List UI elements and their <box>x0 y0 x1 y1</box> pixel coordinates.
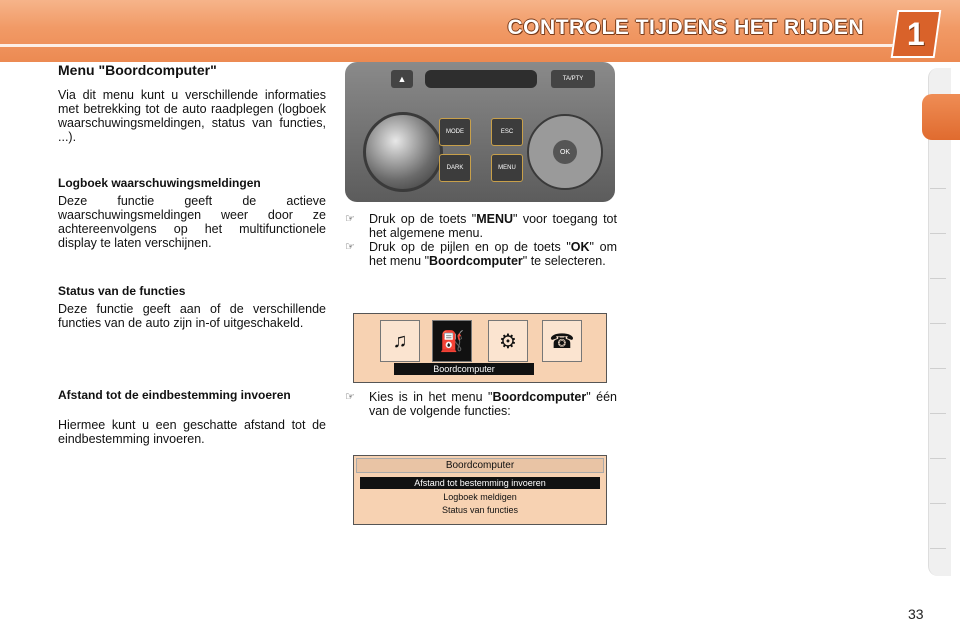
tab-divider <box>930 323 946 324</box>
tab-divider <box>930 548 946 549</box>
instruction-3-text: Kies is in het menu "Boordcomputer" één van de volgende functies: <box>369 390 617 418</box>
display-trip-computer-menu <box>353 455 607 525</box>
tab-divider <box>930 278 946 279</box>
menu-title: Boordcomputer <box>356 458 604 473</box>
pointing-hand-icon: ☞ <box>345 241 355 253</box>
direction-pad <box>527 114 603 190</box>
heading-logbook: Logboek waarschuwingsmeldingen <box>58 176 261 190</box>
instruction-2 <box>345 240 617 268</box>
text-logbook: Deze functie geeft de actieve waarschuwingsmeldingen weer door ze achtereenvolgens op het multifunctionele display te laten verschijnen. <box>58 194 326 250</box>
tab-divider <box>930 503 946 504</box>
display-main-menu <box>353 313 607 383</box>
tab-divider <box>930 458 946 459</box>
selected-menu-label: Boordcomputer <box>394 363 534 375</box>
chapter-tabs <box>928 68 951 576</box>
heading-status: Status van de functies <box>58 284 186 298</box>
instruction-3 <box>345 390 617 418</box>
active-chapter-tab[interactable] <box>922 94 960 140</box>
ok-button: OK <box>553 140 577 164</box>
volume-knob <box>363 112 443 192</box>
section-title: Menu "Boordcomputer" <box>58 62 217 78</box>
settings-icon: ⚙ <box>488 320 528 362</box>
header-line <box>0 44 900 47</box>
dark-button: DARK <box>439 154 471 182</box>
chapter-badge <box>891 10 942 58</box>
menu-item-logbook: Logboek meldigen <box>443 492 517 502</box>
phone-icon: ☎ <box>542 320 582 362</box>
page-header <box>0 0 960 62</box>
menu-item-distance: Afstand tot bestemming invoeren <box>360 477 600 489</box>
intro-text: Via dit menu kunt u verschillende informaties met betrekking tot de auto raadplegen (logboek waarschuwingsmeldingen, status van functies, ...). <box>58 88 326 144</box>
instruction-1 <box>345 212 617 240</box>
tab-divider <box>930 368 946 369</box>
radio-icon: ♫ <box>380 320 420 362</box>
page-number: 33 <box>908 606 924 622</box>
esc-button: ESC <box>491 118 523 146</box>
heading-distance: Afstand tot de eindbestemming invoeren <box>58 388 291 402</box>
header-title: CONTROLE TIJDENS HET RIJDEN <box>507 16 864 39</box>
tab-divider <box>930 233 946 234</box>
mode-button: MODE <box>439 118 471 146</box>
tab-divider <box>930 188 946 189</box>
text-status: Deze functie geeft aan of de verschillende functies van de auto zijn in-of uitgeschakeld. <box>58 302 326 330</box>
tab-divider <box>930 413 946 414</box>
chapter-number: 1 <box>907 15 925 52</box>
text-distance: Hiermee kunt u een geschatte afstand tot de eindbestemming invoeren. <box>58 418 326 446</box>
instruction-1-text: Druk op de toets "MENU" voor toegang tot het algemene menu. <box>369 212 617 240</box>
trip-computer-icon: ⛽ <box>432 320 472 362</box>
menu-item-status: Status van functies <box>441 505 519 515</box>
eject-button: ▲ <box>391 70 413 88</box>
pointing-hand-icon: ☞ <box>345 213 355 225</box>
pointing-hand-icon: ☞ <box>345 391 355 403</box>
menu-button: MENU <box>491 154 523 182</box>
cd-slot <box>425 70 537 88</box>
instruction-2-text: Druk op de pijlen en op de toets "OK" om het menu "Boordcomputer" te selecteren. <box>369 240 617 268</box>
radio-panel-illustration <box>345 62 615 202</box>
ta-pty-button: TA/PTY <box>551 70 595 88</box>
